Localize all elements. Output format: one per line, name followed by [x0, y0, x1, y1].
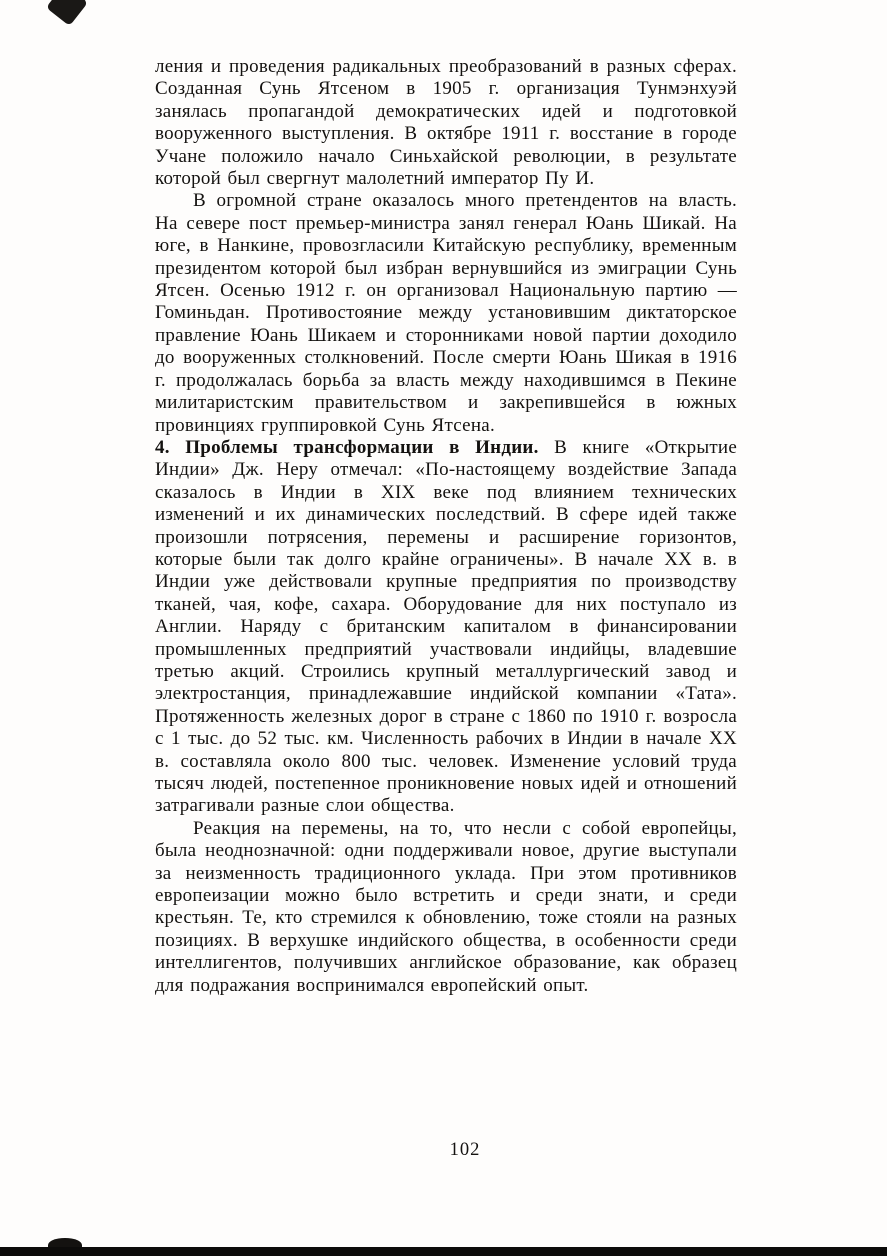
paragraph-text: В огромной стране оказалось много претендентов на власть. На севере пост премьер-министра занял генерал Юань Шикай. На юге, в Нанкине, провозгласили Китайскую республику, временным президентом которой был избран вернувшийся из эмиграции Сунь Ятсен. Осенью 1912 г. он организовал Национальную партию — Гоминьдан. Противостояние между установившим диктаторское правление Юань Шикаем и сторонниками новой партии доходило до вооруженных столкновений. После смерти Юань Шикая в 1916 г. продолжалась борьба за власть между находившимся в Пекине милитаристским правительством и закрепившейся в южных провинциях группировкой Сунь Ятсена.	[155, 190, 737, 436]
paragraph-text: Реакция на перемены, на то, что несли с собой европейцы, была неоднозначной: одни поддерживали новое, другие выступали за неизменность традиционного уклада. При этом противников европеизации можно было встретить и среди знати, и среди крестьян. Те, кто стремился к обновлению, тоже стояли на разных позициях. В верхушке индийского общества, в особенности среди интеллигентов, получивших английское образование, как образец для подражания воспринимался европейский опыт.	[155, 817, 737, 996]
paragraph	[155, 437, 737, 818]
paragraph	[155, 56, 737, 190]
text-column	[155, 56, 737, 997]
paragraph-text: В книге «Открытие Индии» Дж. Неру отмечал: «По-настоящему воздействие Запада сказалось в Индии в XIX веке под влиянием технических изменений и их динамических последствий. В сфере идей также произошли потрясения, перемены и расширение горизонтов, которые были так долго крайне ограничены». В начале XX в. в Индии уже действовали крупные предприятия по производству тканей, чая, кофе, сахара. Оборудование для них поступало из Англии. Наряду с британским капиталом в финансировании промышленных предприятий участвовали индийцы, владевшие третью акций. Строились крупный металлургический завод и электростанция, принадлежавшие индийской компании «Тата». Протяженность железных дорог в стране с 1860 по 1910 г. возросла с 1 тыс. до 52 тыс. км. Численность рабочих в Индии в начале XX в. составляла около 800 тыс. человек. Изменение условий труда тысяч людей, постепенное проникновение новых идей и отношений затрагивали разные слои общества.	[155, 436, 737, 817]
paragraph	[155, 818, 737, 997]
scan-artifact-bottom-edge	[0, 1247, 887, 1256]
section-heading: 4. Проблемы трансформации в Индии.	[155, 436, 539, 458]
paragraph-text: ления и проведения радикальных преобразований в разных сферах. Созданная Сунь Ятсеном в 1905 г. организация Тунмэнхуэй занялась пропагандой демократических идей и подготовкой вооруженного выступления. В октябре 1911 г. восстание в городе Учане положило начало Синьхайской революции, в результате которой был свергнут малолетний император Пу И.	[155, 56, 737, 190]
page-number: 102	[449, 1140, 481, 1160]
scan-artifact-corner	[46, 0, 88, 26]
paragraph	[155, 190, 737, 436]
